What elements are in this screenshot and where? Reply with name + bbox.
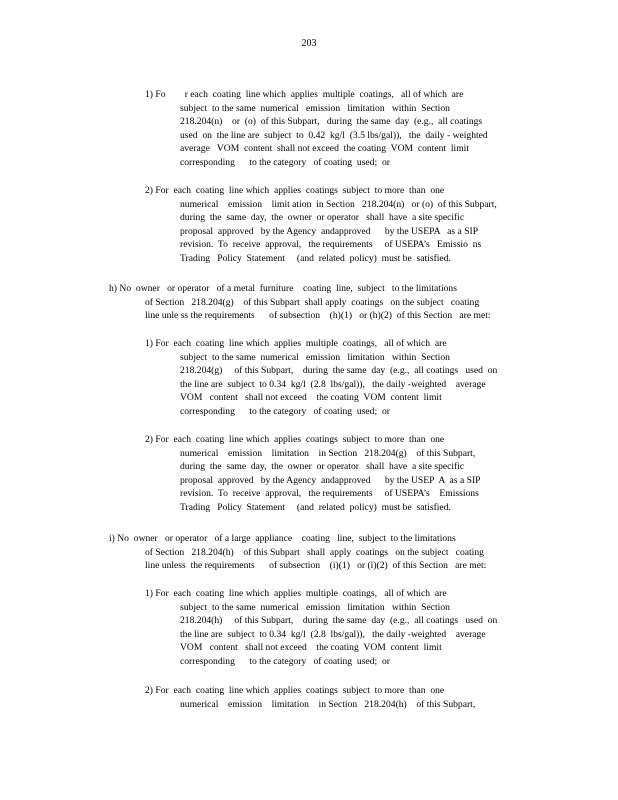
paragraph-h2 xyxy=(145,433,545,515)
text-line: proposal approved by the Agency andapproved by the USEP A as a SIP xyxy=(180,474,481,486)
text-line: 2) For each coating line which applies coatings subject to more than one xyxy=(145,434,445,445)
text-line: Trading Policy Statement (and related policy) must be satisfied. xyxy=(180,501,451,513)
text-line: during the same day, the owner or operator shall have a site specific xyxy=(180,212,465,224)
text-line: VOM content shall not exceed the coating VOM content limit xyxy=(180,392,442,404)
text-line: 218.204(h) of this Subpart, during the same day (e.g., all coatings used on xyxy=(180,615,498,627)
text-line: numerical emission limitation in Section 218.204(g) of this Subpart, xyxy=(180,447,476,459)
text-line: corresponding to the category of coating used; or xyxy=(180,405,390,417)
text-line: 1) For each coating line which applies multiple coatings, all of which are xyxy=(145,338,447,349)
text-line: numerical emission limit ation in Section 218.204(n) or (o) of this Subpart, xyxy=(180,198,497,210)
text-line: 2) For each coating line which applies coatings subject to more than one xyxy=(145,185,445,196)
text-line: numerical emission limitation in Section 218.204(h) of this Subpart, xyxy=(180,698,476,710)
text-line: subject to the same numerical emission limitation within Section xyxy=(180,601,450,613)
text-line: i) No owner or operator of a large appliance coating line, subject to the limitations xyxy=(109,533,456,544)
text-line: the line are subject to 0.34 kg/l (2.8 lbs/gal)), the daily -weighted average xyxy=(180,628,486,640)
paragraph-g2 xyxy=(145,184,545,266)
paragraph-h xyxy=(109,282,539,323)
text-line: VOM content shall not exceed the coating VOM content limit xyxy=(180,642,442,654)
text-line: of Section 218.204(g) of this Subpart shall apply coatings on the subject coating xyxy=(145,296,480,308)
text-line: 1) Fo r each coating line which applies multiple coatings, all of which are xyxy=(145,89,464,100)
text-line: corresponding to the category of coating used; or xyxy=(180,156,390,168)
text-line: line unless the requirements of subsection (i)(1) or (i)(2) of this Section are met: xyxy=(145,560,487,572)
paragraph-i2 xyxy=(145,684,545,711)
paragraph-i xyxy=(109,532,539,573)
text-line: 2) For each coating line which applies coatings subject to more than one xyxy=(145,685,445,696)
text-line: line unle ss the requirements of subsection (h)(1) or (h)(2) of this Section are met: xyxy=(145,310,491,322)
text-line: 1) For each coating line which applies multiple coatings, all of which are xyxy=(145,588,447,599)
paragraph-h1 xyxy=(145,337,545,419)
text-line: revision. To receive approval, the requirements of USEPA’s Emissions xyxy=(180,488,479,500)
text-line: average VOM content shall not exceed the coating VOM content limit xyxy=(180,143,469,155)
text-line: Trading Policy Statement (and related policy) must be satisfied. xyxy=(180,252,451,264)
text-line: the line are subject to 0.34 kg/l (2.8 lbs/gal)), the daily -weighted average xyxy=(180,378,486,390)
page-number: 203 xyxy=(301,38,317,49)
text-line: revision. To receive approval, the requirements of USEPA’s Emissio ns xyxy=(180,239,482,251)
text-line: of Section 218.204(h) of this Subpart shall apply coatings on the subject coating xyxy=(145,546,484,558)
paragraph-g1 xyxy=(145,88,545,170)
paragraph-i1 xyxy=(145,587,545,669)
text-line: corresponding to the category of coating used; or xyxy=(180,655,390,667)
text-line: during the same day, the owner or operator shall have a site specific xyxy=(180,461,465,473)
text-line: subject to the same numerical emission limitation within Section xyxy=(180,351,450,363)
text-line: 218.204(g) of this Subpart, during the same day (e.g., all coatings used on xyxy=(180,365,498,377)
text-line: h) No owner or operator of a metal furniture coating line, subject to the limitations xyxy=(109,283,457,294)
text-line: proposal approved by the Agency andapproved by the USEPA as a SIP xyxy=(180,225,479,237)
text-line: 218.204(n) or (o) of this Subpart, during the same day (e.g., all coatings xyxy=(180,116,483,128)
text-line: used on the line are subject to 0.42 kg/l (3.5 lbs/gal)), the daily - weighted xyxy=(180,129,488,141)
text-line: subject to the same numerical emission limitation within Section xyxy=(180,102,450,114)
